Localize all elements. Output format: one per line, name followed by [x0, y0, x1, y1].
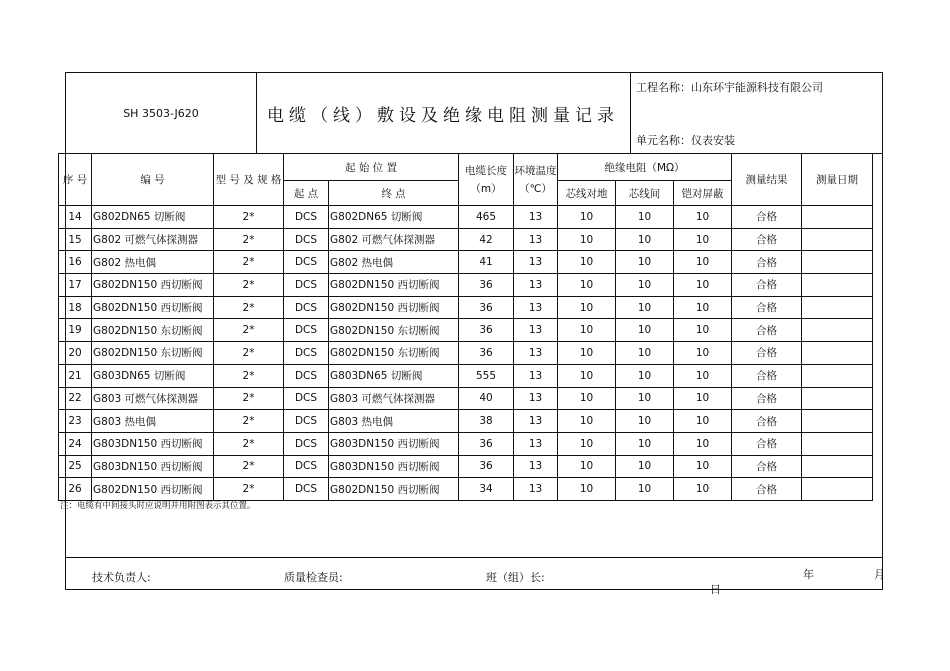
cell-code: G803DN150 西切断阀 [92, 455, 214, 478]
cell-start: DCS [284, 432, 329, 455]
cell-result: 合格 [732, 274, 802, 297]
cell-length: 36 [459, 274, 514, 297]
cell-model: 2* [214, 478, 284, 501]
cell-shield: 10 [674, 432, 732, 455]
cell-model: 2* [214, 432, 284, 455]
cell-result: 合格 [732, 387, 802, 410]
cell-start: DCS [284, 387, 329, 410]
cell-model: 2* [214, 455, 284, 478]
cell-result: 合格 [732, 478, 802, 501]
header-seq: 序 号 [59, 154, 92, 206]
cell-ground: 10 [558, 410, 616, 433]
cell-core: 10 [616, 455, 674, 478]
cell-temp: 13 [514, 274, 558, 297]
cell-temp: 13 [514, 228, 558, 251]
cell-start: DCS [284, 274, 329, 297]
cell-end: G803 可燃气体探测器 [329, 387, 459, 410]
cell-model: 2* [214, 410, 284, 433]
cell-no: 26 [59, 478, 92, 501]
cell-ground: 10 [558, 296, 616, 319]
cell-temp: 13 [514, 206, 558, 229]
cell-shield: 10 [674, 228, 732, 251]
cell-length: 36 [459, 455, 514, 478]
cell-code: G802DN150 东切断阀 [92, 342, 214, 365]
table-row [59, 296, 873, 319]
cell-code: G802 热电偶 [92, 251, 214, 274]
footer-divider [66, 557, 882, 558]
cell-end: G802DN150 西切断阀 [329, 478, 459, 501]
cell-end: G803DN150 西切断阀 [329, 455, 459, 478]
cell-end: G802DN150 东切断阀 [329, 319, 459, 342]
table-row [59, 478, 873, 501]
cell-core: 10 [616, 432, 674, 455]
cell-length: 36 [459, 342, 514, 365]
cell-code: G803 可燃气体探测器 [92, 387, 214, 410]
cell-date [802, 228, 873, 251]
cell-start: DCS [284, 342, 329, 365]
table-row [59, 319, 873, 342]
cell-temp: 13 [514, 319, 558, 342]
cell-no: 22 [59, 387, 92, 410]
header-temp: 环境温度（℃） [514, 154, 558, 206]
cell-no: 15 [59, 228, 92, 251]
cell-model: 2* [214, 296, 284, 319]
tech-lead-label: 技术负责人: [92, 571, 151, 584]
date-year-label: 年 [803, 568, 814, 581]
record-form [60, 72, 885, 590]
cell-start: DCS [284, 319, 329, 342]
cell-result: 合格 [732, 455, 802, 478]
cell-start: DCS [284, 206, 329, 229]
cell-shield: 10 [674, 206, 732, 229]
date-day-label: 日 [710, 583, 721, 596]
cell-model: 2* [214, 228, 284, 251]
cell-start: DCS [284, 364, 329, 387]
cell-ground: 10 [558, 432, 616, 455]
cell-start: DCS [284, 296, 329, 319]
cell-core: 10 [616, 206, 674, 229]
cell-ground: 10 [558, 342, 616, 365]
cell-shield: 10 [674, 364, 732, 387]
cell-start: DCS [284, 410, 329, 433]
cell-date [802, 251, 873, 274]
cell-length: 465 [459, 206, 514, 229]
cell-no: 25 [59, 455, 92, 478]
header-code: 编 号 [92, 154, 214, 206]
cell-no: 19 [59, 319, 92, 342]
table-row [59, 364, 873, 387]
cell-code: G802DN150 西切断阀 [92, 296, 214, 319]
cell-date [802, 342, 873, 365]
cell-result: 合格 [732, 228, 802, 251]
header-insulation: 绝缘电阻（MΩ） [558, 154, 732, 181]
team-leader-label: 班（组）长: [486, 571, 545, 584]
cell-core: 10 [616, 228, 674, 251]
cell-no: 20 [59, 342, 92, 365]
cell-end: G802DN150 西切断阀 [329, 274, 459, 297]
cell-date [802, 296, 873, 319]
cell-length: 36 [459, 296, 514, 319]
cell-ground: 10 [558, 455, 616, 478]
cell-code: G802DN150 东切断阀 [92, 319, 214, 342]
cell-date [802, 274, 873, 297]
cell-date [802, 387, 873, 410]
cell-temp: 13 [514, 387, 558, 410]
cell-shield: 10 [674, 455, 732, 478]
cell-temp: 13 [514, 342, 558, 365]
table-note: 注：电缆有中间接头时应说明并用附图表示其位置。 [60, 501, 256, 511]
header-end: 终 点 [329, 181, 459, 206]
cell-temp: 13 [514, 432, 558, 455]
cell-end: G802 热电偶 [329, 251, 459, 274]
cell-ground: 10 [558, 364, 616, 387]
cell-core: 10 [616, 274, 674, 297]
header-core-core: 芯线间 [616, 181, 674, 206]
cell-temp: 13 [514, 251, 558, 274]
header-result: 测量结果 [732, 154, 802, 206]
table-row [59, 251, 873, 274]
cell-length: 555 [459, 364, 514, 387]
cell-shield: 10 [674, 296, 732, 319]
cell-shield: 10 [674, 387, 732, 410]
cell-shield: 10 [674, 342, 732, 365]
cell-temp: 13 [514, 364, 558, 387]
cell-date [802, 432, 873, 455]
cell-core: 10 [616, 319, 674, 342]
cell-shield: 10 [674, 410, 732, 433]
cell-core: 10 [616, 387, 674, 410]
table-row [59, 432, 873, 455]
cell-end: G803 热电偶 [329, 410, 459, 433]
cell-result: 合格 [732, 206, 802, 229]
cell-code: G802DN150 西切断阀 [92, 478, 214, 501]
cell-temp: 13 [514, 478, 558, 501]
cell-core: 10 [616, 410, 674, 433]
cell-date [802, 319, 873, 342]
cell-result: 合格 [732, 432, 802, 455]
cell-code: G803 热电偶 [92, 410, 214, 433]
cell-no: 21 [59, 364, 92, 387]
cell-no: 17 [59, 274, 92, 297]
cell-model: 2* [214, 206, 284, 229]
form-header [66, 73, 882, 154]
cell-code: G803DN150 西切断阀 [92, 432, 214, 455]
header-position: 起 始 位 置 [284, 154, 459, 181]
cell-date [802, 206, 873, 229]
cell-result: 合格 [732, 319, 802, 342]
header-start: 起 点 [284, 181, 329, 206]
cell-model: 2* [214, 364, 284, 387]
cell-ground: 10 [558, 228, 616, 251]
cell-result: 合格 [732, 410, 802, 433]
cell-model: 2* [214, 387, 284, 410]
cell-core: 10 [616, 364, 674, 387]
cell-start: DCS [284, 228, 329, 251]
cell-end: G802DN65 切断阀 [329, 206, 459, 229]
standard-code: SH 3503-J620 [66, 73, 257, 153]
table-row [59, 410, 873, 433]
cell-core: 10 [616, 342, 674, 365]
cell-shield: 10 [674, 478, 732, 501]
cell-shield: 10 [674, 251, 732, 274]
cell-length: 41 [459, 251, 514, 274]
cell-result: 合格 [732, 342, 802, 365]
table-row [59, 228, 873, 251]
cell-length: 36 [459, 319, 514, 342]
cell-end: G802 可燃气体探测器 [329, 228, 459, 251]
cell-result: 合格 [732, 251, 802, 274]
cell-temp: 13 [514, 296, 558, 319]
cell-core: 10 [616, 478, 674, 501]
quality-inspector-label: 质量检查员: [284, 571, 343, 584]
cell-start: DCS [284, 251, 329, 274]
date-month-label: 月 [874, 568, 885, 581]
header-length: 电缆长度（m） [459, 154, 514, 206]
cell-shield: 10 [674, 274, 732, 297]
cell-length: 36 [459, 432, 514, 455]
cell-code: G802 可燃气体探测器 [92, 228, 214, 251]
cell-model: 2* [214, 342, 284, 365]
cell-code: G803DN65 切断阀 [92, 364, 214, 387]
cell-date [802, 455, 873, 478]
cell-ground: 10 [558, 478, 616, 501]
cell-result: 合格 [732, 364, 802, 387]
cell-code: G802DN150 西切断阀 [92, 274, 214, 297]
cell-shield: 10 [674, 319, 732, 342]
cell-ground: 10 [558, 251, 616, 274]
cell-code: G802DN65 切断阀 [92, 206, 214, 229]
header-model: 型 号 及 规 格 [214, 154, 284, 206]
table-row [59, 206, 873, 229]
cell-no: 23 [59, 410, 92, 433]
table-row [59, 387, 873, 410]
cell-end: G803DN150 西切断阀 [329, 432, 459, 455]
cell-no: 24 [59, 432, 92, 455]
cell-length: 38 [459, 410, 514, 433]
cell-temp: 13 [514, 410, 558, 433]
cell-temp: 13 [514, 455, 558, 478]
cell-ground: 10 [558, 274, 616, 297]
cell-no: 16 [59, 251, 92, 274]
cell-ground: 10 [558, 387, 616, 410]
cell-date [802, 364, 873, 387]
cell-end: G802DN150 西切断阀 [329, 296, 459, 319]
header-date: 测量日期 [802, 154, 873, 206]
cell-ground: 10 [558, 206, 616, 229]
cell-length: 42 [459, 228, 514, 251]
cell-end: G802DN150 东切断阀 [329, 342, 459, 365]
unit-name: 单元名称：仪表安装 [636, 134, 735, 147]
cell-date [802, 410, 873, 433]
cell-result: 合格 [732, 296, 802, 319]
cell-no: 14 [59, 206, 92, 229]
measurement-table [58, 153, 873, 501]
cell-length: 40 [459, 387, 514, 410]
table-row [59, 274, 873, 297]
header-core-shield: 铠对屏蔽 [674, 181, 732, 206]
cell-end: G803DN65 切断阀 [329, 364, 459, 387]
table-row [59, 455, 873, 478]
form-title: 电缆（线）敷设及绝缘电阻测量记录 [256, 73, 631, 153]
cell-no: 18 [59, 296, 92, 319]
cell-model: 2* [214, 274, 284, 297]
cell-core: 10 [616, 251, 674, 274]
cell-ground: 10 [558, 319, 616, 342]
header-core-ground: 芯线对地 [558, 181, 616, 206]
cell-core: 10 [616, 296, 674, 319]
table-row [59, 342, 873, 365]
cell-start: DCS [284, 478, 329, 501]
cell-model: 2* [214, 319, 284, 342]
cell-start: DCS [284, 455, 329, 478]
project-name: 工程名称：山东环宇能源科技有限公司 [636, 81, 823, 94]
cell-model: 2* [214, 251, 284, 274]
cell-length: 34 [459, 478, 514, 501]
cell-date [802, 478, 873, 501]
